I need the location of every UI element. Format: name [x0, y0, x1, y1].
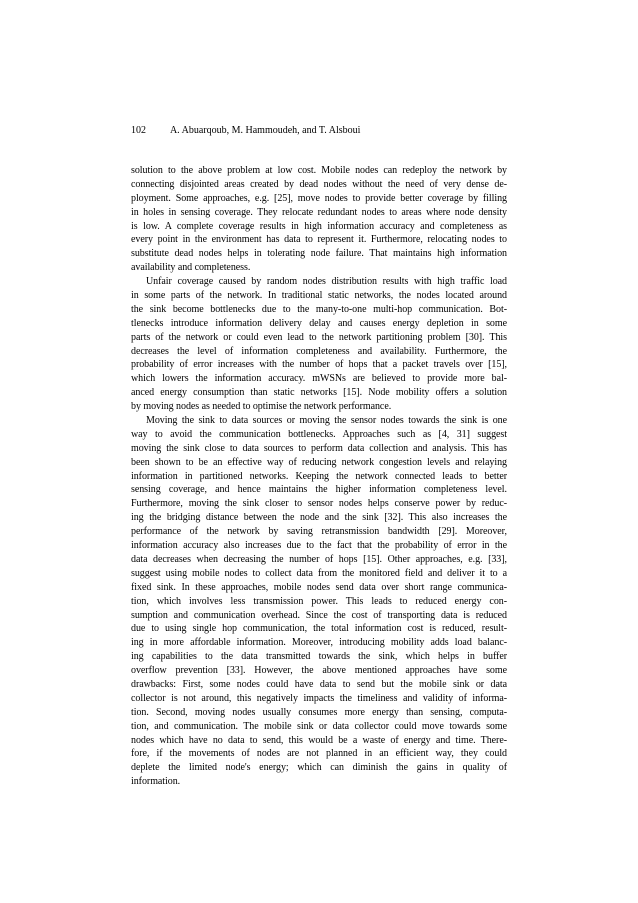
text-line: performance of the network by saving retransmission bandwidth [29]. Moreover, [131, 526, 507, 538]
text-line: is low. A complete coverage results in high information accuracy and completeness as [131, 220, 507, 232]
text-line: ing the bridging distance between the node and the sink [32]. This also increases the [131, 512, 507, 524]
text-line: ing capabilities to the data transmitted towards the sink, which helps in buffer [131, 651, 507, 663]
text-line: suggest using mobile nodes to collect data from the monitored field and deliver it to a [131, 567, 507, 579]
text-line: decreases the level of information completeness and availability. Furthermore, the [131, 345, 507, 357]
text-line: information in partitioned networks. Keeping the network connected leads to better [131, 470, 507, 482]
text-line: in some parts of the network. In traditional static networks, the nodes located around [131, 290, 507, 302]
text-line: solution to the above problem at low cost. Mobile nodes can redeploy the network by [131, 165, 507, 176]
text-line: probability of error increases with the number of hops that a packet travels over [15], [131, 359, 507, 371]
text-line: ing in more affordable information. Moreover, introducing mobility adds load balanc- [131, 637, 507, 649]
text-line: Moving the sink to data sources or moving the sensor nodes towards the sink is one [146, 415, 507, 427]
page-number: 102 [131, 125, 146, 136]
author-line: A. Abuarqoub, M. Hammoudeh, and T. Alsboui [169, 125, 361, 136]
text-line: in holes in sensing coverage. They relocate redundant nodes to areas where node density [131, 206, 507, 218]
text-line: tion, which involves less transmission power. This leads to reduced energy con- [131, 595, 507, 607]
text-line: deplete the limited node's energy; which can diminish the gains in quality of [131, 762, 507, 774]
text-line: drawbacks: First, some nodes could have data to send but the mobile sink or data [131, 678, 507, 690]
text-line: moving the sink close to data sources to perform data collection and analysis. This has [131, 442, 507, 454]
text-line: nodes which have no data to send, this would be a waste of energy and time. There- [131, 734, 507, 746]
text-line: the sink become bottlenecks due to the many-to-one multi-hop communication. Bot- [131, 303, 507, 315]
text-line: way to avoid the communication bottlenecks. Approaches such as [4, 31] suggest [131, 428, 507, 440]
text-line: availability and completeness. [131, 262, 251, 274]
text-line: overflow prevention [33]. However, the above mentioned approaches have some [131, 665, 507, 677]
text-line: connecting disjointed areas created by dead nodes without the need of very dense de- [131, 178, 507, 190]
text-line: tion, and communication. The mobile sink or data collector could move towards some [131, 720, 507, 732]
text-line: Furthermore, moving the sink closer to sensor nodes helps conserve power by reduc- [131, 498, 507, 510]
text-line: collector is not around, this negatively impacts the timeliness and validity of informa- [131, 692, 507, 704]
text-line: by moving nodes as needed to optimise the network performance. [131, 401, 392, 413]
text-line: sensing coverage, and hence maintains the higher information completeness level. [131, 484, 507, 496]
text-line: anced energy consumption than static networks [15]. Node mobility offers a solution [131, 387, 507, 399]
text-line: sumption and communication overhead. Since the cost of transporting data is reduced [131, 609, 507, 621]
text-line: Unfair coverage caused by random nodes distribution results with high traffic load [146, 276, 507, 288]
paragraph [131, 164, 507, 275]
text-line: substitute dead nodes helps in tolerating node failure. That maintains high information [131, 248, 507, 260]
text-line: ployment. Some approaches, e.g. [25], move nodes to provide better coverage by filling [131, 192, 507, 204]
text-line: which lowers the information accuracy. mWSNs are believed to provide more bal- [131, 373, 507, 385]
text-line: tlenecks introduce information delivery delay and causes energy depletion in some [131, 317, 507, 329]
text-line: tion. Second, moving nodes usually consumes more energy than sensing, computa- [131, 706, 507, 718]
text-line: fixed sink. In these approaches, mobile nodes send data over short range communica- [131, 581, 507, 593]
running-head [131, 125, 360, 136]
text-line: parts of the network or could even lead to the network partitioning problem [30]. This [131, 331, 507, 343]
text-line: data decreases when decreasing the number of hops [15]. Other approaches, e.g. [33], [131, 553, 507, 565]
paragraph [131, 275, 507, 414]
text-line: information. [131, 776, 181, 788]
text-line: every point in the environment has data to represent it. Furthermore, relocating nodes to [131, 234, 507, 246]
body-text [131, 164, 507, 789]
text-line: information accuracy also increases due to the fact that the probability of error in the [131, 540, 507, 552]
text-line: fore, if the movements of nodes are not planned in an efficient way, they could [131, 748, 507, 760]
text-line: due to using single hop communication, the total information cost is reduced, result- [131, 623, 507, 635]
paragraph [131, 414, 507, 789]
text-line: been shown to be an effective way of reducing network congestion levels and relaying [131, 456, 507, 468]
